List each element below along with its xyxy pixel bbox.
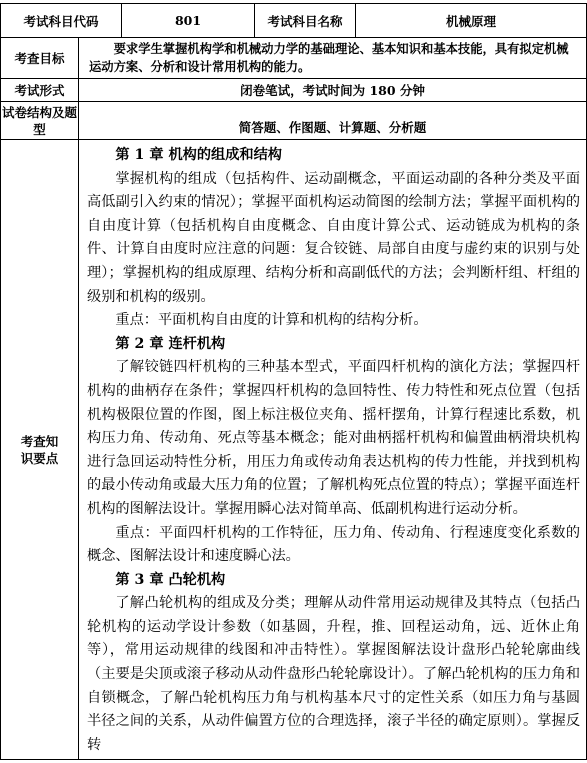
format-row bbox=[1, 79, 587, 102]
goal-text: 要求学生掌握机构学和机械动力学的基础理论、基本知识和基本技能，具有拟定机械运动方案、分析和设计常用机构的能力。 bbox=[79, 38, 587, 79]
chapter-2-text: 了解铰链四杆机构的三种基本型式，平面四杆机构的演化方法；掌握四杆机构的曲柄存在条件；掌握四杆机构的急回特性、传力特性和死点位置（包括机构极限位置的作图，图上标注极位夹角、摇杆摆角，计算行程速比系数，机构压力角、传动角、死点等基本概念；能对曲柄摇杆机构和偏置曲柄滑块机构进行急回运动特性分析，用压力角或传动角表达机构的传力性能，并找到机构的最小传动角或最大压力角的位置；了解机构死点位置的特点）；掌握平面连杆机构的图解法设计。掌握用瞬心法对简单高、低副机构进行运动分析。 bbox=[87, 359, 581, 517]
syllabus-table bbox=[0, 3, 587, 760]
format-text: 闭卷笔试，考试时间为 180 分钟 bbox=[79, 79, 587, 102]
format-label: 考试形式 bbox=[1, 79, 79, 102]
chapter-1-key: 重点：平面机构自由度的计算和机构的结构分析。 bbox=[115, 312, 428, 329]
subject-code-label: 考试科目代码 bbox=[1, 4, 122, 38]
chapter-3-text: 了解凸轮机构的组成及分类；理解从动件常用运动规律及其特点（包括凸轮机构的运动学设计参数（如基圆，升程，推、回程运动角，远、近休止角等），常用运动规律的线图和冲击特性）。掌握图解法设计盘形凸轮轮廓曲线（主要是尖顶或滚子移动从动件盘形凸轮轮廓设计）。了解凸轮机构的压力角和自锁概念，了解凸轮机构压力角与机构基本尺寸的定性关系（如压力角与基圆半径之间的关系，从动件偏置方位的合理选择，滚子半径的确定原则）。掌握反转 bbox=[87, 595, 581, 753]
structure-label: 试卷结构及题型 bbox=[1, 102, 79, 140]
points-label: 考查知识要点 bbox=[1, 140, 79, 760]
subject-code-value: 801 bbox=[122, 4, 255, 38]
exam-syllabus-sheet bbox=[0, 3, 587, 763]
structure-text: 简答题、作图题、计算题、分析题 bbox=[79, 102, 587, 140]
points-content bbox=[79, 140, 587, 760]
chapter-2-title: 第 2 章 连杆机构 bbox=[115, 335, 226, 352]
chapter-1-title: 第 1 章 机构的组成和结构 bbox=[115, 147, 282, 163]
chapter-3-title: 第 3 章 凸轮机构 bbox=[115, 571, 226, 588]
chapter-1-text: 掌握机构的组成（包括构件、运动副概念，平面运动副的各种分类及平面高低副引入约束的情况）；掌握平面机构运动简图的绘制方法；掌握平面机构的自由度计算（包括机构自由度概念、自由度计算公式、运动链成为机构的条件、计算自由度时应注意的问题：复合铰链、局部自由度与虚约束的识别与处理）；掌握机构的组成原理、结构分析和高副低代的方法；会判断杆组、杆组的级别和机构的级别。 bbox=[87, 170, 581, 305]
goal-row bbox=[1, 38, 587, 79]
goal-label: 考查目标 bbox=[1, 38, 79, 79]
points-row bbox=[1, 140, 587, 760]
subject-name-label: 考试科目名称 bbox=[255, 4, 356, 38]
structure-row bbox=[1, 102, 587, 140]
subject-name-value: 机械原理 bbox=[356, 4, 587, 38]
chapter-2-key: 重点：平面四杆机构的工作特征，压力角、传动角、行程速度变化系数的概念、图解法设计和速度瞬心法。 bbox=[87, 524, 581, 565]
header-row bbox=[1, 4, 587, 38]
